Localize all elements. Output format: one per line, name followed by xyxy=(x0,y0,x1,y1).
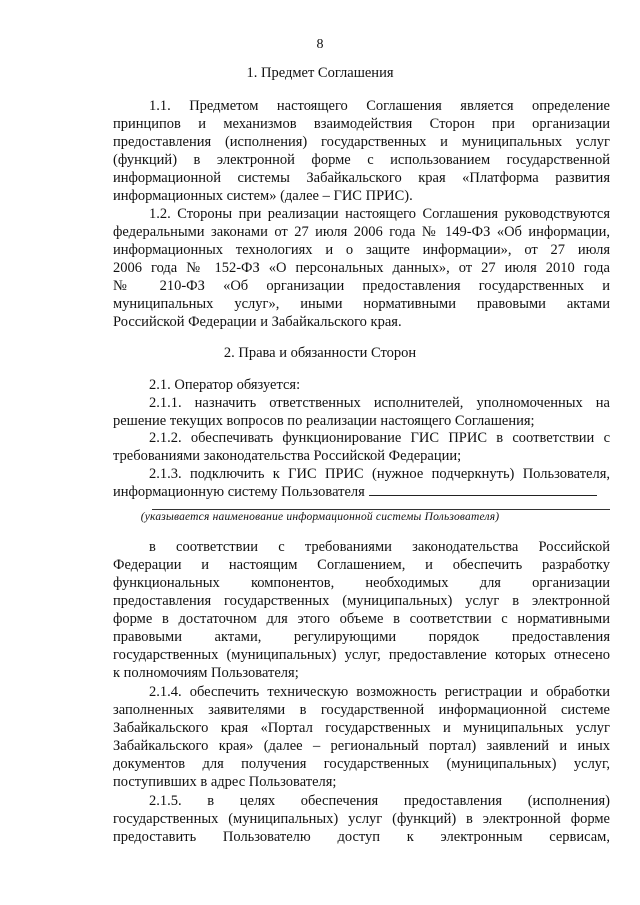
text-line: 2.1.5. в целях обеспечения предоставления (исполнения) xyxy=(149,793,610,809)
text-line: информационных технологиях и о защите информации», от 27 июля xyxy=(113,242,610,258)
text-line: муниципальных услуг», иными нормативными правовыми актами xyxy=(113,296,610,312)
page-number: 8 xyxy=(316,37,324,52)
text-line: Российской Федерации и Забайкальского края. xyxy=(113,314,402,330)
field-caption: (указывается наименование информационной системы Пользователя) xyxy=(140,511,500,523)
text-line: государственных (муниципальных) услуг (функций) в электронной форме xyxy=(113,811,610,827)
paragraph-2-1 xyxy=(113,376,610,394)
text-line: Забайкальского края «Портал государственных и муниципальных услуг xyxy=(113,720,610,736)
text-line: федеральными законами от 27 июля 2006 года № 149-ФЗ «Об информации, xyxy=(113,224,610,240)
paragraph-2-1-3-continued xyxy=(113,538,610,682)
text-line: Федерации и настоящим Соглашением, и обеспечить разработку xyxy=(113,557,610,573)
text-line: (функций) в электронной форме с использованием государственной xyxy=(113,152,610,168)
text-line: государственных (муниципальных) услуг, предоставление которых отнесено xyxy=(113,647,610,663)
text-line: информационной системы Забайкальского края «Платформа развития xyxy=(113,170,610,186)
text-line: информационных систем» (далее – ГИС ПРИС). xyxy=(113,188,413,204)
text-line: правовыми актами, регулирующими порядок предоставления xyxy=(113,629,610,645)
section-2-heading: 2. Права и обязанности Сторон xyxy=(223,345,417,361)
text-line: 2006 года № 152-ФЗ «О персональных данных», от 27 июля 2010 года xyxy=(113,260,610,276)
section-1-heading: 1. Предмет Соглашения xyxy=(246,65,394,81)
text-line xyxy=(113,483,610,501)
paragraph-1-2 xyxy=(113,205,610,331)
text-line: 1.2. Стороны при реализации настоящего Соглашения руководствуются xyxy=(149,206,610,222)
text-line: 2.1. Оператор обязуется: xyxy=(149,377,301,393)
paragraph-1-1 xyxy=(113,97,610,205)
paragraph-2-1-3 xyxy=(113,465,610,501)
text-line: форме в достаточном для этого объеме в соответствии с нормативными xyxy=(113,611,610,627)
text-line: поступивших в адрес Пользователя; xyxy=(113,774,337,790)
paragraph-2-1-1 xyxy=(113,394,610,430)
text-line: 1.1. Предметом настоящего Соглашения является определение xyxy=(149,98,610,114)
text-line: предоставления (исполнения) государственных и муниципальных услуг xyxy=(113,134,610,150)
text-line: № 210-ФЗ «Об организации предоставления государственных и xyxy=(113,278,610,294)
text-line: принципов и механизмов взаимодействия Сторон при организации xyxy=(113,116,610,132)
text-line: в соответствии с требованиями законодательства Российской xyxy=(149,539,610,555)
text-line: требованиями законодательства Российской Федерации; xyxy=(113,448,462,464)
paragraph-2-1-2 xyxy=(113,429,610,465)
text-line: 2.1.2. обеспечивать функционирование ГИС ПРИС в соответствии с xyxy=(149,430,610,446)
text-line: документов для получения государственных (муниципальных) услуг, xyxy=(113,756,610,772)
text-line: предоставления государственных (муниципальных) услуг в электронной xyxy=(113,593,610,609)
fill-in-blank-line xyxy=(369,483,597,496)
text-line: предоставить Пользователю доступ к электронным сервисам, xyxy=(113,829,610,845)
paragraph-2-1-4 xyxy=(113,683,610,791)
text-line: решение текущих вопросов по реализации настоящего Соглашения; xyxy=(113,413,535,429)
text-line: 2.1.3. подключить к ГИС ПРИС (нужное подчеркнуть) Пользователя, xyxy=(149,466,610,482)
text-line: Забайкальского края» (далее – региональный портал) заявлений и иных xyxy=(113,738,610,754)
text-line: заполненных заявителями в государственной информационной системе xyxy=(113,702,610,718)
paragraph-2-1-5 xyxy=(113,792,610,846)
text-line: к полномочиям Пользователя; xyxy=(113,665,299,681)
text-line: 2.1.1. назначить ответственных исполнителей, уполномоченных на xyxy=(149,395,610,411)
text-fragment: информационную систему Пользователя xyxy=(113,484,365,500)
text-line: 2.1.4. обеспечить техническую возможность регистрации и обработки xyxy=(149,684,610,700)
text-line: функциональных компонентов, необходимых для организации xyxy=(113,575,610,591)
